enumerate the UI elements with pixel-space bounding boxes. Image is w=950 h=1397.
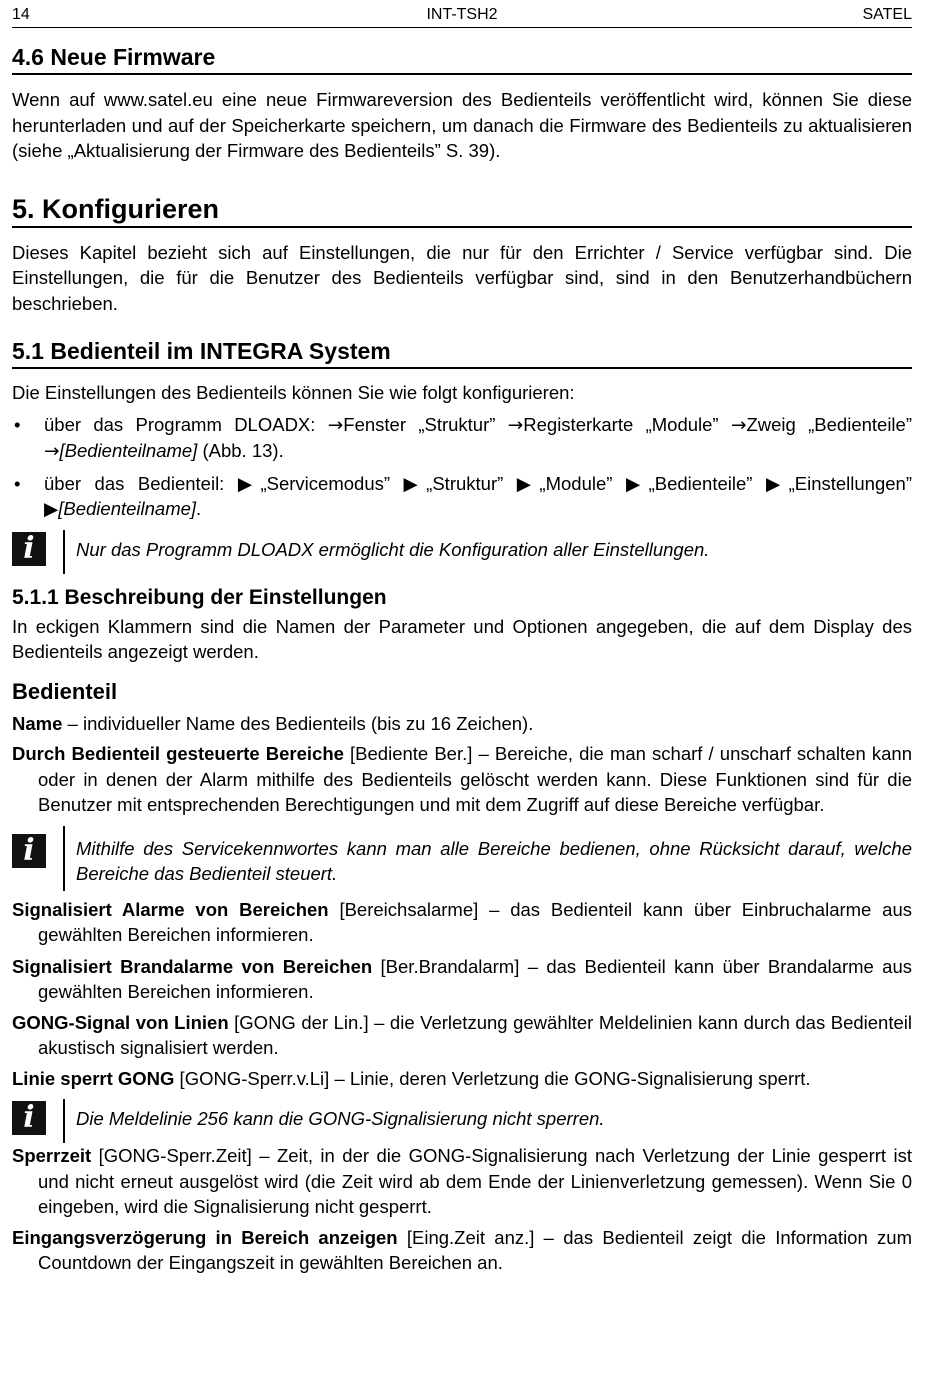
info-icon: i bbox=[12, 532, 46, 566]
list-item-keypad: • über das Bedienteil: ▶„Servicemodus” ▶„Struktur” ▶„Module” ▶„Bedienteile” ▶„Einstellungen” ▶[Bedienteilname]. bbox=[14, 472, 912, 519]
bullet-dot: • bbox=[14, 413, 21, 435]
definition-name: Name – individueller Name des Bedienteils (bis zu 16 Zeichen). bbox=[12, 712, 534, 734]
definition-sperrzeit: Sperrzeit [GONG-Sperr.Zeit] – Zeit, in der die GONG-Signalisierung nach Verletzung der Linie gesperrt ist und nicht erneut ausgelöst wird (die Zeit wird ab dem Ende der Linienverletzung gemessen). Wenn Sie 0 eingeben, wird die Signalisierung nicht gesperrt. bbox=[12, 1145, 912, 1217]
arrow-right-icon: → bbox=[44, 441, 60, 462]
note-text: Nur das Programm DLOADX ermöglicht die Konfiguration aller Einstellungen. bbox=[76, 538, 710, 560]
definition-linie-sperrt-gong: Linie sperrt GONG [GONG-Sperr.v.Li] – Linie, deren Verletzung die GONG-Signalisierung sperrt. bbox=[12, 1067, 811, 1089]
arrow-right-icon: → bbox=[507, 414, 524, 436]
note-text: Die Meldelinie 256 kann die GONG-Signalisierung nicht sperren. bbox=[76, 1108, 605, 1129]
info-icon: i bbox=[12, 834, 46, 868]
note-divider bbox=[63, 530, 65, 574]
definition-signalisiert-alarme: Signalisiert Alarme von Bereichen [Bereichsalarme] – das Bedienteil kann über Einbruchalarme aus gewählten Bereichen informieren. bbox=[12, 898, 912, 945]
arrow-right-icon: → bbox=[327, 414, 344, 436]
note-divider bbox=[63, 826, 65, 891]
section-4-6-body: Wenn auf www.satel.eu eine neue Firmwareversion des Bedienteils veröffentlicht wird, können Sie diese herunterladen und auf der Speicherkarte speichern, um danach die Firmware des Bedienteils zu aktualisieren (siehe „Aktualisierung der Firmware des Bedienteils” S. 39). bbox=[12, 89, 912, 161]
section-5-1-title: 5.1 Bedienteil im INTEGRA System bbox=[12, 338, 912, 369]
bedienteil-heading: Bedienteil bbox=[12, 678, 118, 704]
definition-eingangsverzoegerung: Eingangsverzögerung in Bereich anzeigen [Eing.Zeit anz.] – das Bedienteil zeigt die Information zum Countdown der Eingangszeit in gewählten Bereichen an. bbox=[12, 1226, 912, 1273]
info-note-servicekennwort bbox=[12, 826, 912, 891]
list-item-dloadx: • über das Programm DLOADX: →Fenster „Struktur” →Registerkarte „Module” →Zweig „Bedienteile” →[Bedienteilname] (Abb. 13). bbox=[14, 413, 912, 462]
section-5-1-1-title: 5.1.1 Beschreibung der Einstellungen bbox=[12, 585, 387, 609]
info-note-meldelinie bbox=[12, 1099, 912, 1143]
definition-gong-signal: GONG-Signal von Linien [GONG der Lin.] – die Verletzung gewählter Meldelinien kann durch das Bedienteil akustisch signalisiert werden. bbox=[12, 1011, 913, 1058]
page-header bbox=[12, 0, 912, 28]
info-note-dloadx bbox=[12, 530, 912, 574]
bullet-dot: • bbox=[14, 472, 21, 494]
page-number: 14 bbox=[12, 6, 30, 23]
section-5-1-1-intro: In eckigen Klammern sind die Namen der Parameter und Optionen angegeben, die auf dem Display des Bedienteils angezeigt werden. bbox=[12, 615, 912, 662]
definition-signalisiert-brandalarme: Signalisiert Brandalarme von Bereichen [Ber.Brandalarm] – das Bedienteil kann über Brandalarme aus gewählten Bereichen informieren. bbox=[12, 955, 912, 1002]
section-5-1-intro: Die Einstellungen des Bedienteils können Sie wie folgt konfigurieren: bbox=[12, 382, 575, 403]
chapter-5-body: Dieses Kapitel bezieht sich auf Einstellungen, die nur für den Errichter / Service verfügbar sind. Die Einstellungen, die für die Benutzer des Bedienteils verfügbar sind, sind in den Benutzerhandbüchern beschrieben. bbox=[12, 241, 912, 314]
brand-name: SATEL bbox=[862, 6, 912, 23]
arrow-right-icon: → bbox=[730, 414, 747, 436]
info-icon: i bbox=[12, 1101, 46, 1135]
doc-title: INT-TSH2 bbox=[426, 6, 498, 23]
document-page bbox=[12, 0, 912, 1276]
note-divider bbox=[63, 1099, 65, 1143]
note-text: Mithilfe des Servicekennwortes kann man alle Bereiche bedienen, ohne Rücksicht darauf, welche Bereiche das Bedienteil steuert. bbox=[76, 837, 912, 884]
section-4-6-title: 4.6 Neue Firmware bbox=[12, 44, 912, 75]
chapter-5-title: 5. Konfigurieren bbox=[12, 194, 912, 228]
definition-durch-bedienteil: Durch Bedienteil gesteuerte Bereiche [Bediente Ber.] – Bereiche, die man scharf / unscharf schalten kann oder in denen der Alarm mithilfe des Bedienteils gelöscht werden kann. Diese Funktionen sind für die Benutzer mit entsprechenden Berechtigungen und mit dem Zugriff auf diese Bereiche verfügbar. bbox=[12, 743, 912, 815]
